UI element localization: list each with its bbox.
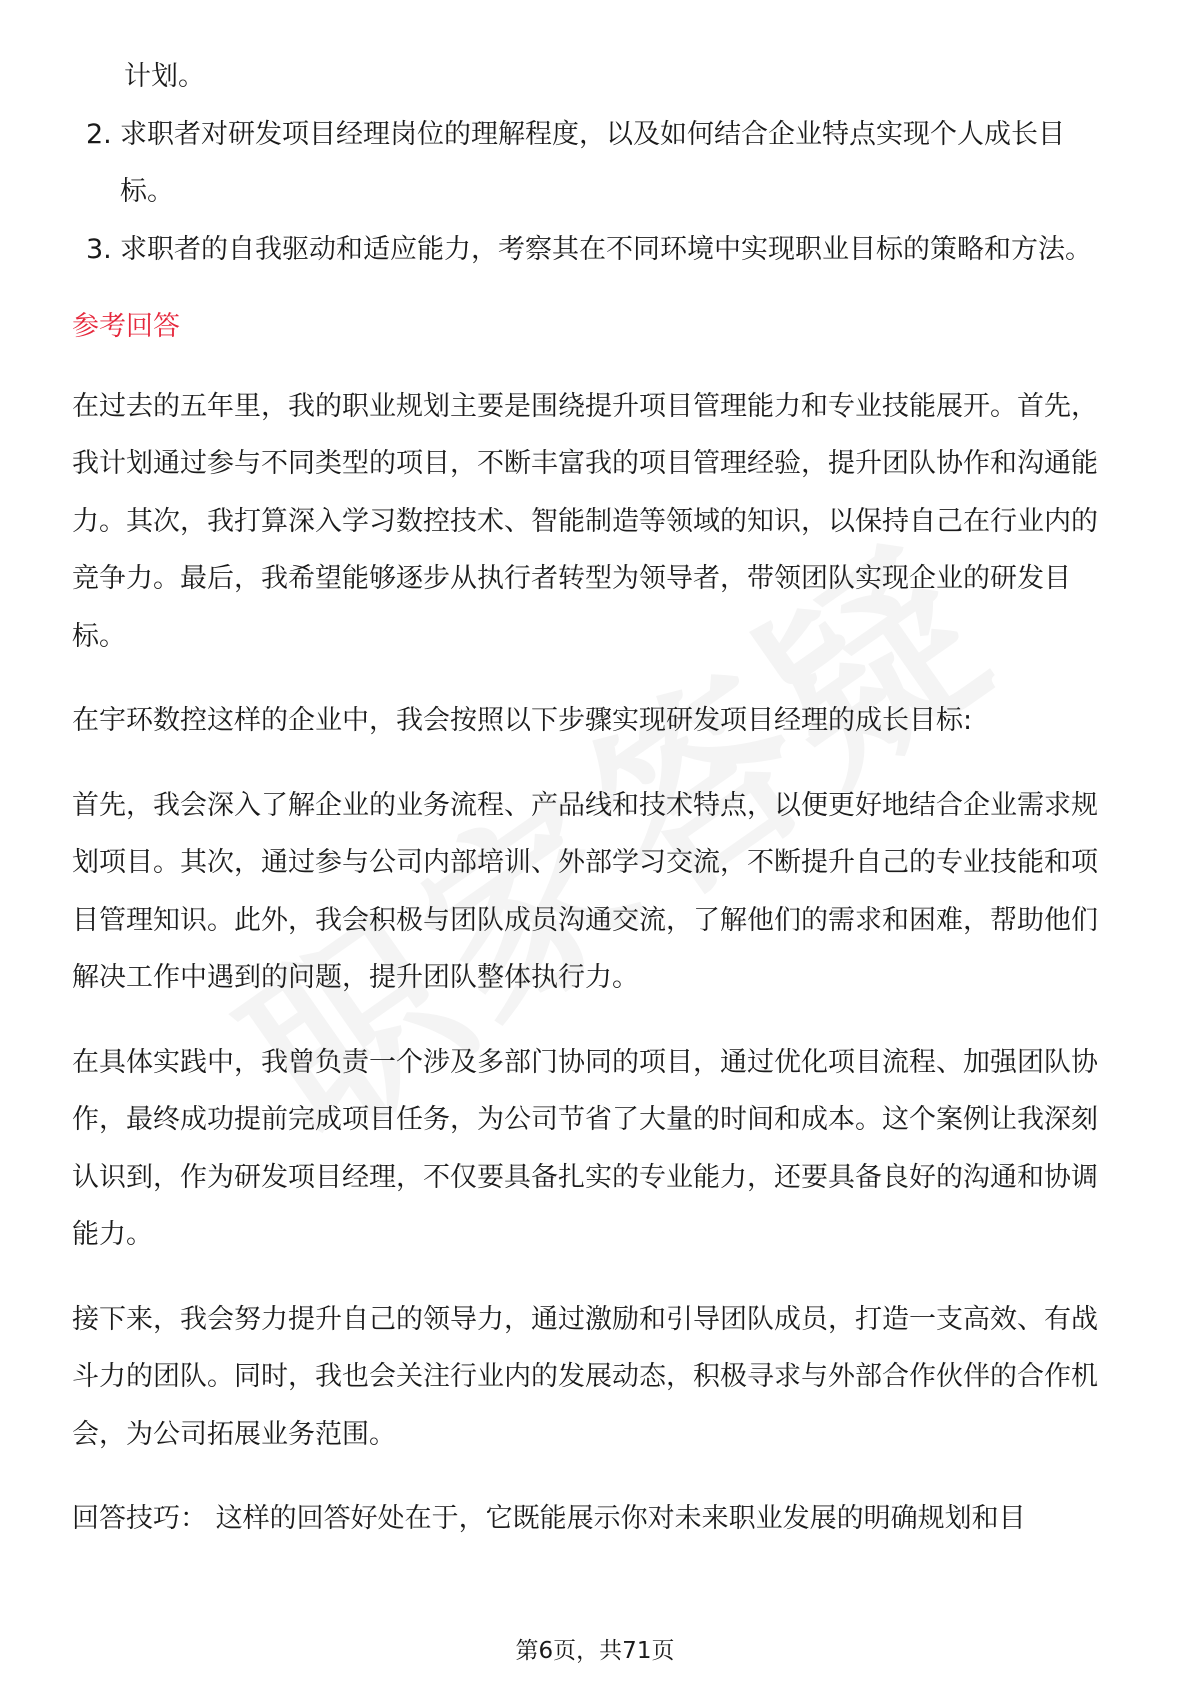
- list-item-text: 求职者的自我驱动和适应能力，考察其在不同环境中实现职业目标的策略和方法。: [120, 233, 1092, 265]
- page-footer: 第6页，共71页: [515, 1638, 675, 1664]
- page-content: [72, 48, 1118, 1575]
- answer-paragraph: 接下来，我会努力提升自己的领导力，通过激励和引导团队成员，打造一支高效、有战斗力的团队。同时，我也会关注行业内的发展动态，积极寻求与外部合作伙伴的合作机会，为公司拓展业务范围。: [72, 1303, 1098, 1450]
- list-item: [72, 221, 1118, 279]
- answer-paragraph: 首先，我会深入了解企业的业务流程、产品线和技术特点，以便更好地结合企业需求规划项目。其次，通过参与公司内部培训、外部学习交流，不断提升自己的专业技能和项目管理知识。此外，我会积极与团队成员沟通交流，了解他们的需求和困难，帮助他们解决工作中遇到的问题，提升团队整体执行力。: [72, 789, 1098, 993]
- answer-paragraph: 在过去的五年里，我的职业规划主要是围绕提升项目管理能力和专业技能展开。首先，我计划通过参与不同类型的项目，不断丰富我的项目管理经验，提升团队协作和沟通能力。其次，我打算深入学习数控技术、智能制造等领域的知识，以保持自己在行业内的竞争力。最后，我希望能够逐步从执行者转型为领导者，带领团队实现企业的研发目标。: [72, 390, 1098, 652]
- tips-paragraph: 回答技巧： 这样的回答好处在于，它既能展示你对未来职业发展的明确规划和目: [72, 1503, 1026, 1534]
- list-item-number: 3.: [86, 233, 112, 265]
- list-item: [72, 106, 1118, 221]
- list-continuation: 计划。: [124, 61, 205, 92]
- answer-paragraph: 在具体实践中，我曾负责一个涉及多部门协同的项目，通过优化项目流程、加强团队协作，最终成功提前完成项目任务，为公司节省了大量的时间和成本。这个案例让我深刻认识到，作为研发项目经理，不仅要具备扎实的专业能力，还要具备良好的沟通和协调能力。: [72, 1046, 1098, 1250]
- list-item-text: 求职者对研发项目经理岗位的理解程度，以及如何结合企业特点实现个人成长目标。: [120, 118, 1065, 207]
- section-heading: 参考回答: [72, 311, 180, 342]
- answer-paragraph: 在宇环数控这样的企业中，我会按照以下步骤实现研发项目经理的成长目标:: [72, 705, 973, 736]
- list-item-number: 2.: [86, 118, 112, 150]
